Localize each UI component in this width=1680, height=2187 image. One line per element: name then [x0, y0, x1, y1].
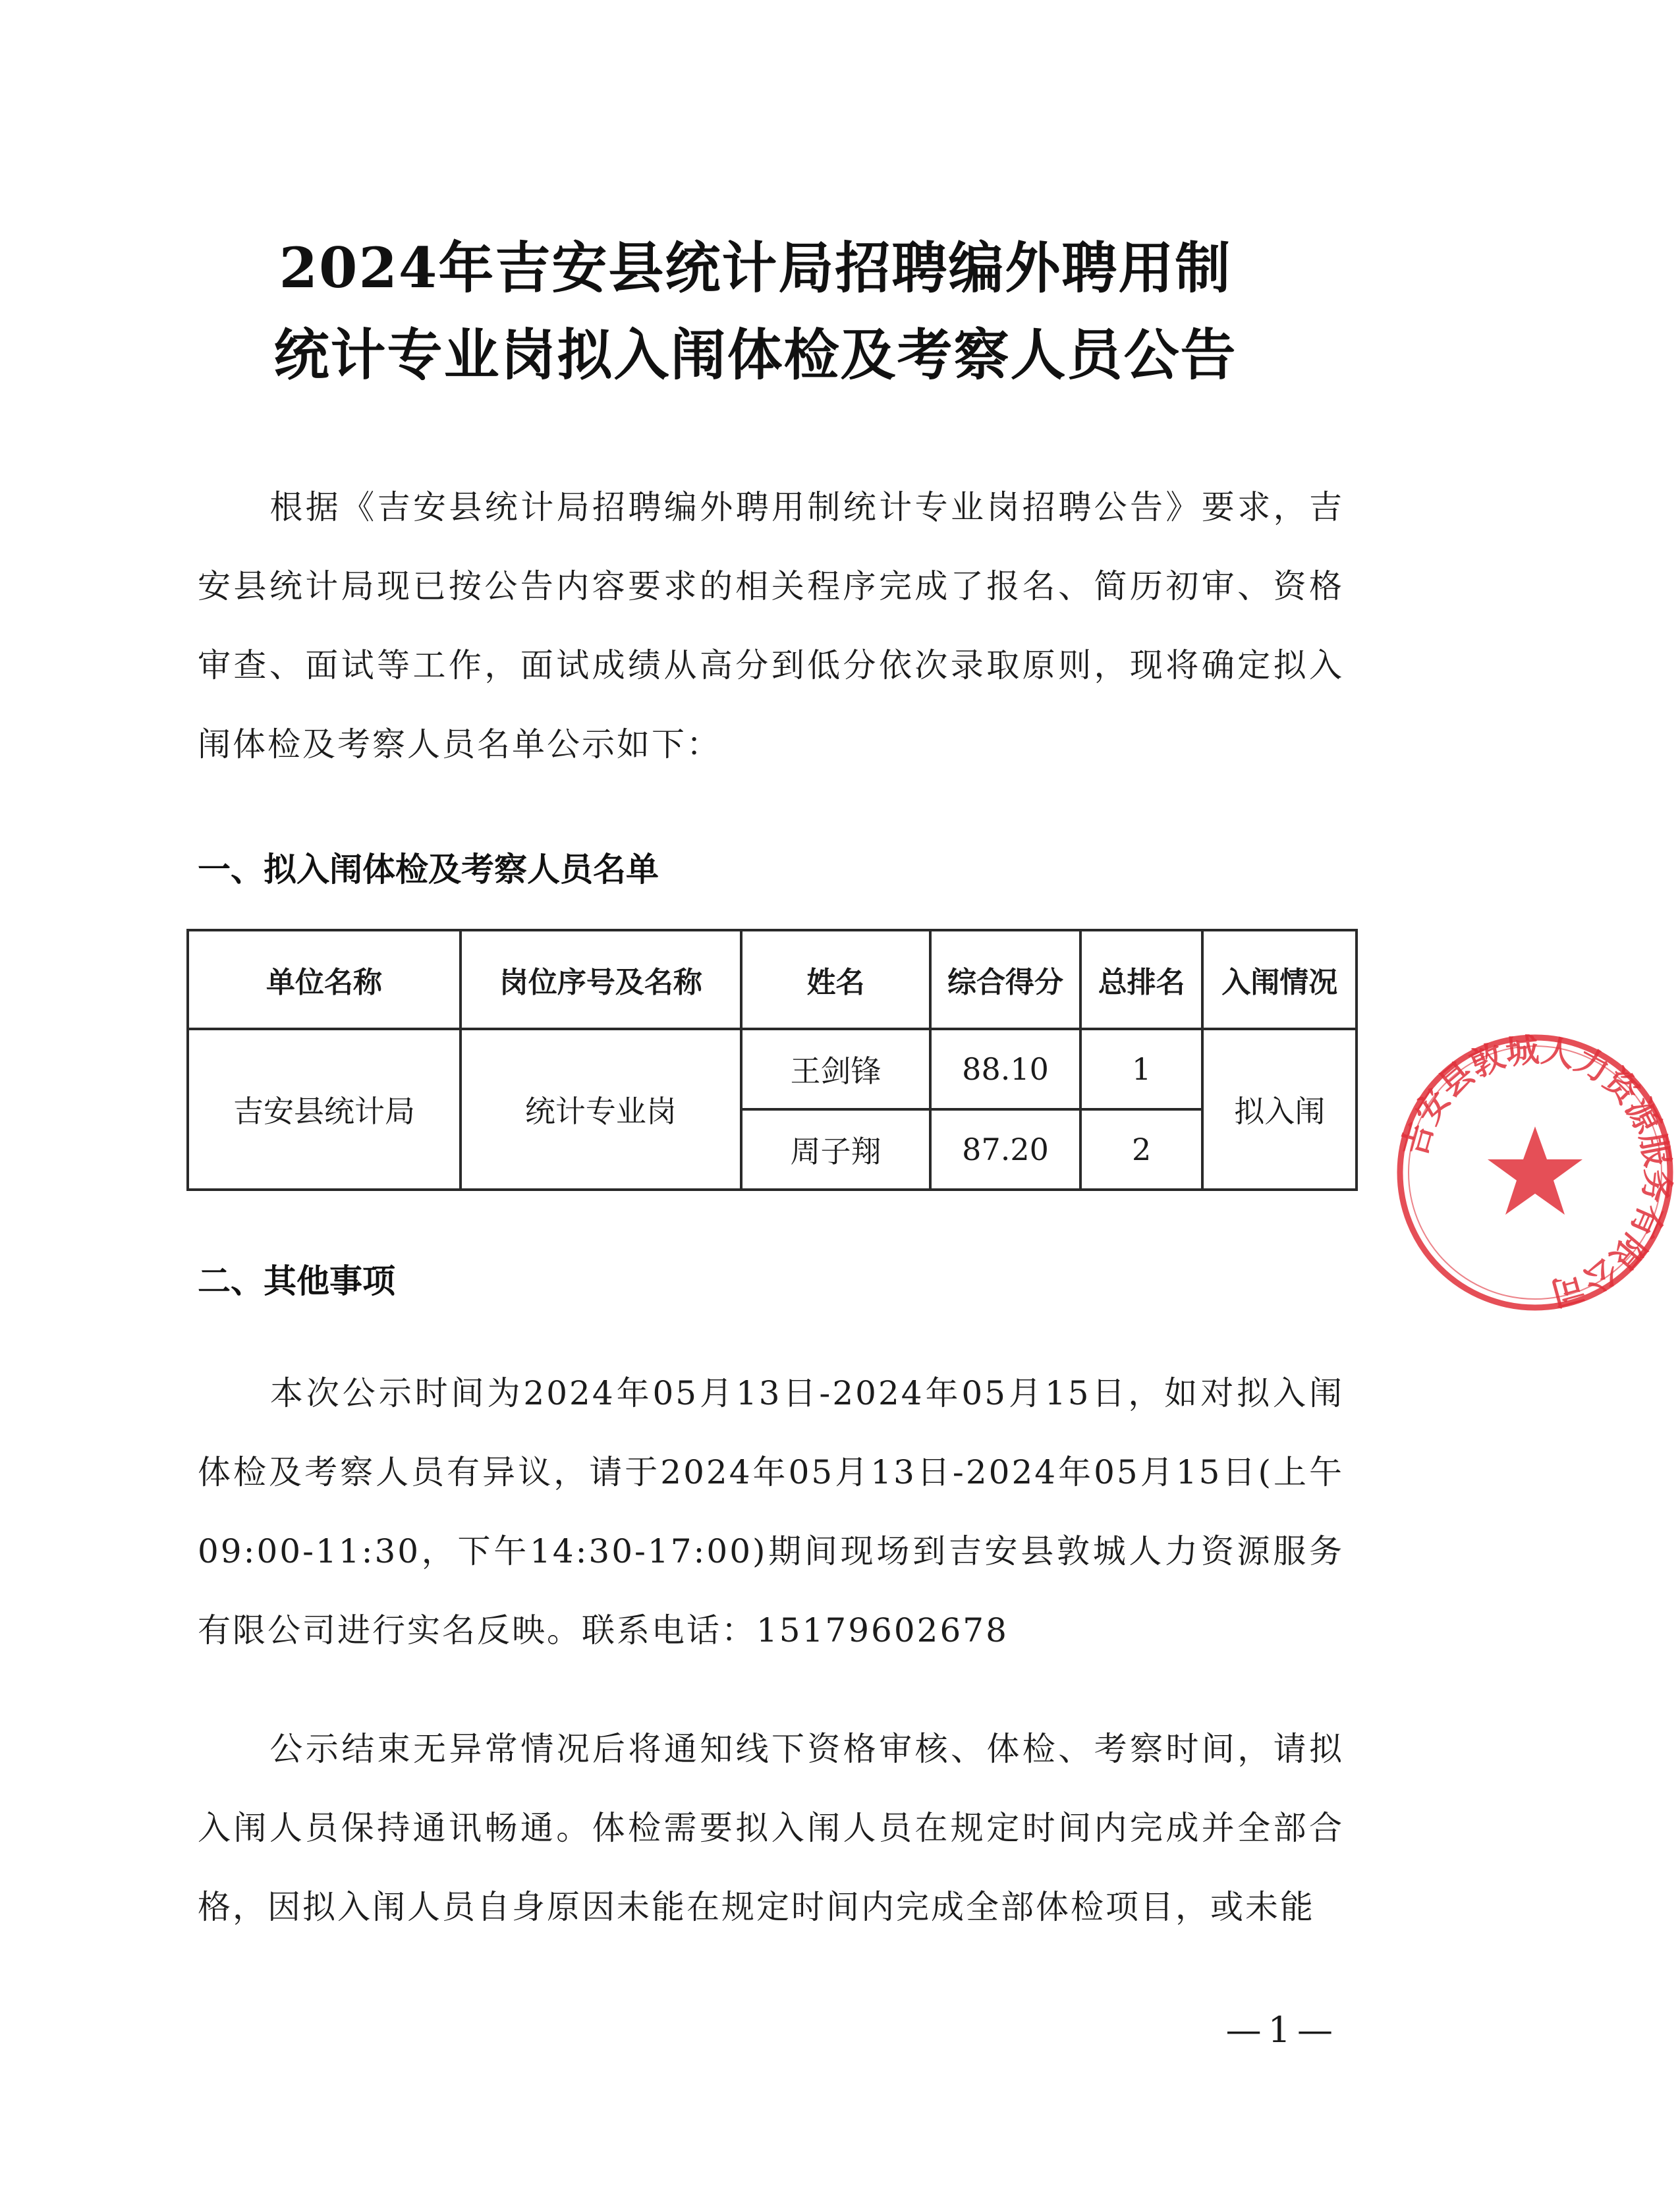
cell-unit: 吉安县统计局	[188, 1029, 461, 1190]
cell-name: 周子翔	[741, 1109, 930, 1190]
cell-name: 王剑锋	[741, 1029, 930, 1109]
cell-score: 87.20	[930, 1109, 1080, 1190]
header-status: 入闱情况	[1202, 930, 1357, 1029]
page-number: —1—	[1225, 2009, 1339, 2051]
table-header-row	[188, 930, 1357, 1029]
intro-text: 根据《吉安县统计局招聘编外聘用制统计专业岗招聘公告》要求，吉安县统计局现已按公告内容要求的相关程序完成了报名、简历初审、资格审查、面试等工作，面试成绩从高分到低分依次录取原则，现将确定拟入闱体检及考察人员名单公示如下：	[198, 488, 1344, 763]
followup-paragraph	[198, 1709, 1344, 1947]
table-row	[188, 1029, 1357, 1109]
section1-heading: 一、拟入闱体检及考察人员名单	[198, 850, 659, 889]
followup-text: 公示结束无异常情况后将通知线下资格审核、体检、考察时间，请拟入闱人员保持通讯畅通。体检需要拟入闱人员在规定时间内完成并全部合格，因拟入闱人员自身原因未能在规定时间内完成全部体检项目，或未能	[198, 1730, 1344, 1926]
intro-paragraph	[198, 468, 1344, 784]
cell-score: 88.10	[930, 1029, 1080, 1109]
header-rank: 总排名	[1080, 930, 1203, 1029]
notice-period-paragraph	[198, 1354, 1344, 1670]
document-title-line1: 2024年吉安县统计局招聘编外聘用制	[279, 235, 1232, 300]
header-score: 综合得分	[930, 930, 1080, 1029]
header-position: 岗位序号及名称	[461, 930, 741, 1029]
seal-star-icon	[1488, 1126, 1582, 1215]
candidate-table	[186, 929, 1358, 1191]
notice-period-text: 本次公示时间为2024年05月13日-2024年05月15日，如对拟入闱体检及考察人员有异议，请于2024年05月13日-2024年05月15日(上午09:00-11:30，下午14:30-17:00)期间现场到吉安县敦城人力资源服务有限公司进行实名反映。联系电话：15179602678	[198, 1374, 1344, 1649]
header-name: 姓名	[741, 930, 930, 1029]
cell-rank: 2	[1080, 1109, 1203, 1190]
header-unit: 单位名称	[188, 930, 461, 1029]
seal-text: 吉安县敦城人力资源服务有限公司	[1395, 1030, 1677, 1313]
section2-heading: 二、其他事项	[198, 1262, 395, 1300]
official-seal	[1390, 1028, 1680, 1317]
cell-rank: 1	[1080, 1029, 1203, 1109]
cell-position: 统计专业岗	[461, 1029, 741, 1190]
cell-status: 拟入闱	[1202, 1029, 1357, 1190]
document-title-line2: 统计专业岗拟入闱体检及考察人员公告	[273, 322, 1237, 387]
